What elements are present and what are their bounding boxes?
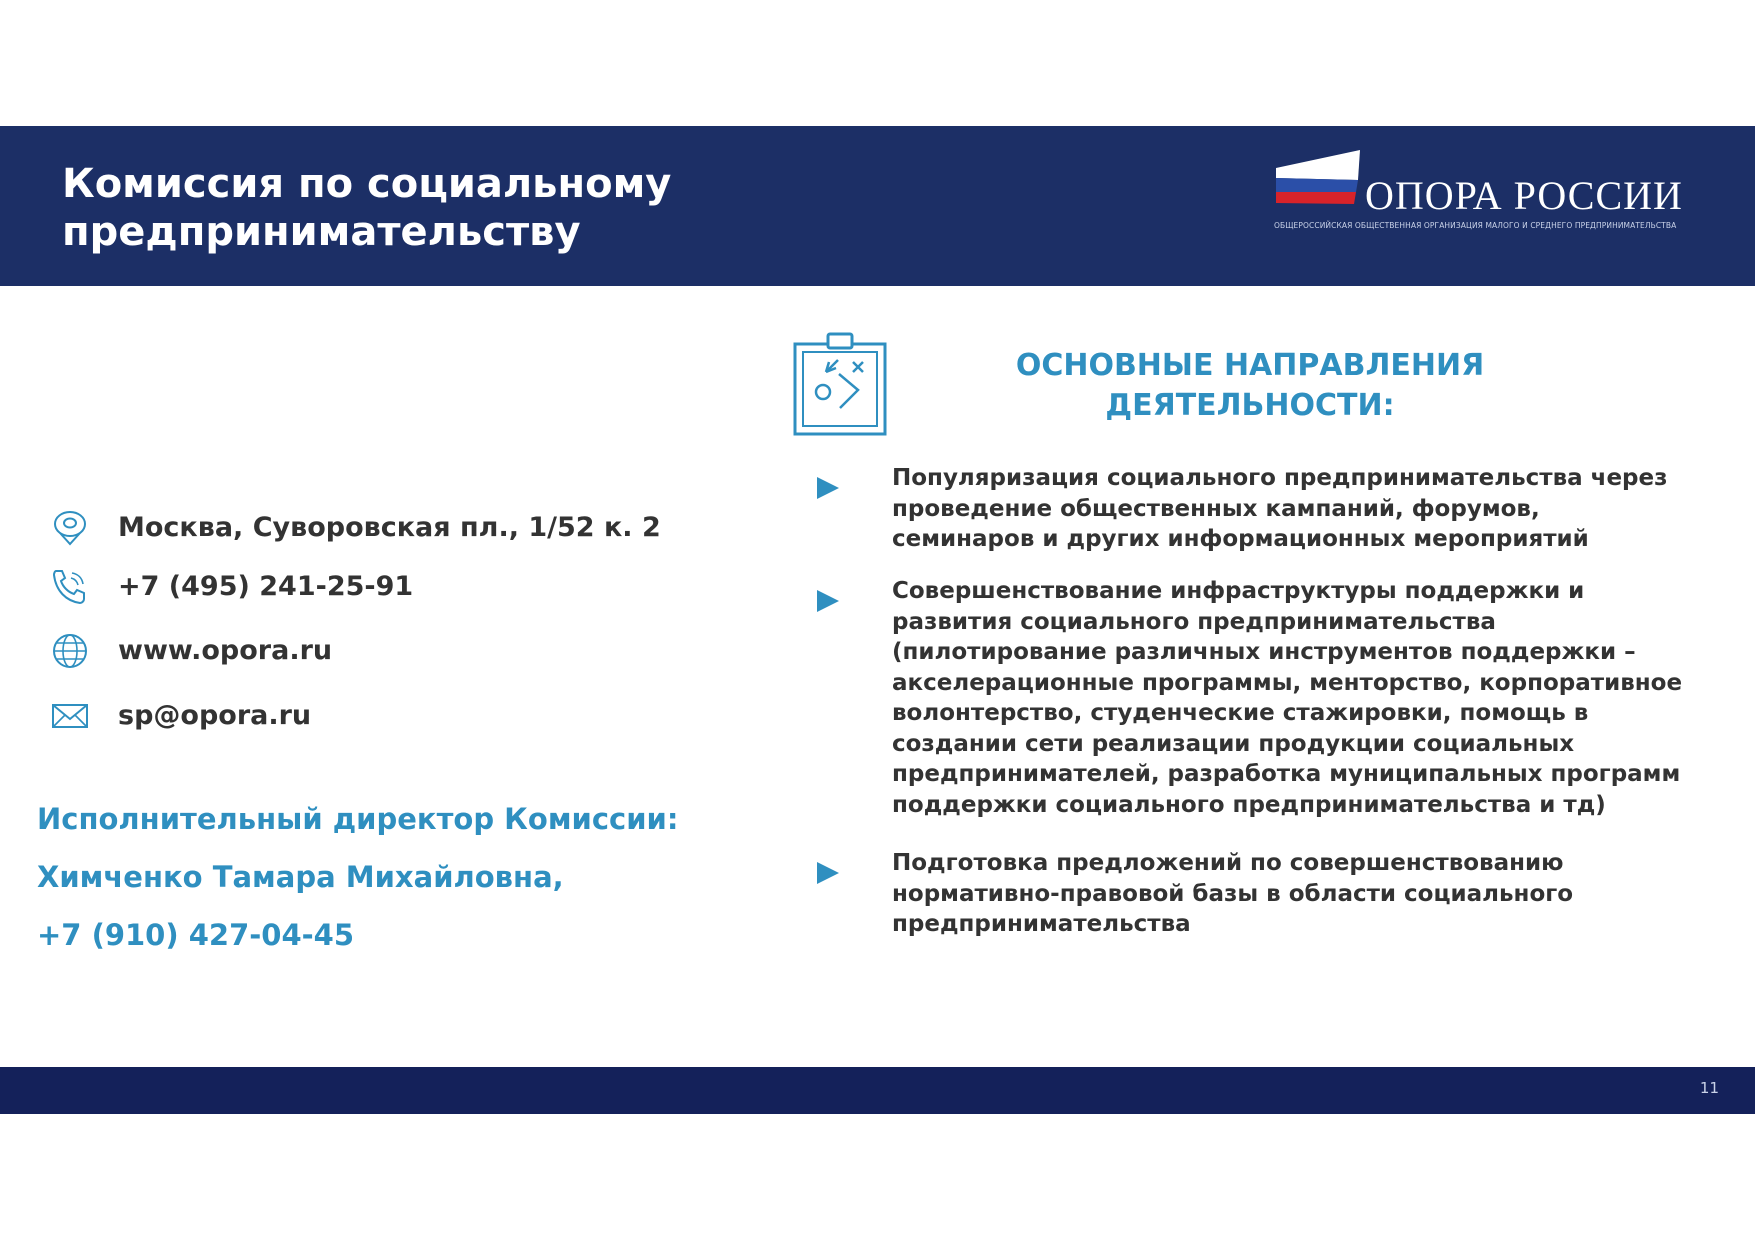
director-role: Исполнительный директор Комиссии: <box>37 802 679 836</box>
address-text: Москва, Суворовская пл., 1/52 к. 2 <box>118 512 661 543</box>
clipboard-strategy-icon <box>792 330 888 438</box>
triangle-play-icon <box>815 588 841 614</box>
globe-icon <box>50 631 90 671</box>
triangle-play-icon <box>815 475 841 501</box>
director-name: Химченко Тамара Михайловна, <box>37 860 564 894</box>
directions-heading: ОСНОВНЫЕ НАПРАВЛЕНИЯ ДЕЯТЕЛЬНОСТИ: <box>1015 348 1485 423</box>
phone-text[interactable]: +7 (495) 241-25-91 <box>118 571 414 602</box>
director-block <box>37 790 757 964</box>
page-title: Комиссия по социальному предпринимательству <box>62 161 672 255</box>
email-row <box>50 696 750 736</box>
list-item-text: Подготовка предложений по совершенствованию нормативно-правовой базы в области социального предпринимательства <box>892 850 1574 937</box>
website-row <box>50 631 750 671</box>
logo-subtitle: ОБЩЕРОССИЙСКАЯ ОБЩЕСТВЕННАЯ ОРГАНИЗАЦИЯ МАЛОГО И СРЕДНЕГО ПРЕДПРИНИМАТЕЛЬСТВА <box>1274 221 1677 230</box>
email-link[interactable]: sp@opora.ru <box>118 700 312 731</box>
page-number: 11 <box>1699 1079 1719 1097</box>
footer-band <box>0 1067 1755 1114</box>
phone-row <box>50 567 750 607</box>
list-item-text: Популяризация социального предпринимательства через проведение общественных кампаний, форумов, семинаров и других информационных мероприятий <box>892 465 1668 552</box>
logo-text: ОПОРА РОССИИ <box>1365 173 1683 218</box>
address-row <box>50 508 750 548</box>
envelope-icon <box>50 696 90 736</box>
director-phone[interactable]: +7 (910) 427-04-45 <box>37 918 355 952</box>
location-pin-icon <box>50 508 90 548</box>
phone-icon <box>50 567 90 607</box>
triangle-play-icon <box>815 860 841 886</box>
website-link[interactable]: www.opora.ru <box>118 635 333 666</box>
list-item-text: Совершенствование инфраструктуры поддержки и развития социального предпринимательства (пилотирование различных инструментов поддержки – акселерационные программы, менторство, корпоративное волонтерство, студенческие стажировки, помощь в создании сети реализации продукции социальных предпринимателей, разработка муниципальных программ поддержки социального предпринимательства и тд) <box>892 578 1683 818</box>
logo-flag-icon <box>1274 148 1366 208</box>
opora-logo <box>1270 148 1710 238</box>
